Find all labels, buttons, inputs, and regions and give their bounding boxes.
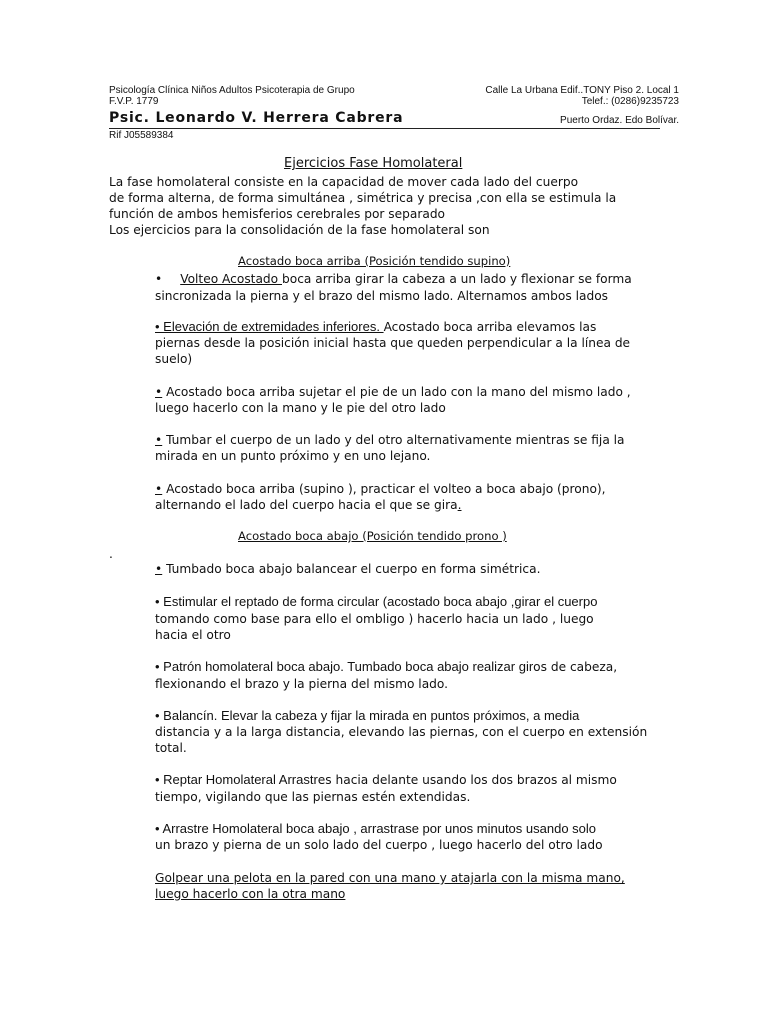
list-item: • Tumbado boca abajo balancear el cuerpo en forma simétrica. [155, 562, 541, 576]
list-item-cont: distancia y a la larga distancia, elevando las piernas, con el cuerpo en extensión [155, 725, 648, 739]
list-item: • Tumbar el cuerpo de un lado y del otro alternativamente mientras se fija la [155, 433, 625, 447]
intro-line: La fase homolateral consiste en la capacidad de mover cada lado del cuerpo [109, 175, 579, 189]
list-item-cont: alternando el lado del cuerpo hacia el que se gira. [155, 498, 462, 512]
list-item: • Arrastre Homolateral boca abajo , arrastrase por unos minutos usando solo [155, 821, 597, 836]
list-item-cont: flexionando el brazo y la pierna del mismo lado. [155, 677, 449, 691]
header-city: Puerto Ordaz. Edo Bolívar. [560, 115, 679, 126]
intro-line: de forma alterna, de forma simultánea , simétrica y precisa ,con ella se estimula la [109, 191, 617, 205]
header-specialty: Psicología Clínica Niños Adultos Psicoterapia de Grupo [109, 85, 355, 96]
list-item-cont: luego hacerlo con la otra mano [155, 887, 346, 901]
bullet: • [155, 385, 163, 399]
list-item: • Reptar Homolateral Arrastres hacia delante usando los dos brazos al mismo [155, 772, 617, 787]
section-title-supine: Acostado boca arriba (Posición tendido supino) [238, 254, 511, 268]
list-item-cont: luego hacerlo con la mano y le pie del otro lado [155, 401, 446, 415]
list-item: • Acostado boca arriba (supino ), practicar el volteo a boca abajo (prono), [155, 482, 606, 496]
list-item-cont: hacia el otro [155, 628, 231, 642]
list-item: • Patrón homolateral boca abajo. Tumbado boca abajo realizar giros de cabeza, [155, 659, 618, 674]
header-phone: Telef.: (0286)9235723 [581, 96, 679, 107]
section-title-prone: Acostado boca abajo (Posición tendido prono ) [238, 529, 507, 543]
page-title: Ejercicios Fase Homolateral [284, 156, 463, 171]
list-item-cont: sincronizada la pierna y el brazo del mismo lado. Alternamos ambos lados [155, 289, 608, 303]
intro-line: Los ejercicios para la consolidación de la fase homolateral son [109, 223, 490, 237]
list-item-cont: total. [155, 741, 187, 755]
header-name: Psic. Leonardo V. Herrera Cabrera [109, 110, 404, 126]
list-item-cont: tiempo, vigilando que las piernas estén extendidas. [155, 790, 471, 804]
bullet: • [155, 272, 163, 286]
bullet: • [155, 562, 163, 576]
exercise-name: Volteo Acostado [180, 272, 282, 286]
list-item: • Volteo Acostado boca arriba girar la cabeza a un lado y flexionar se forma [155, 272, 632, 286]
bullet: • [155, 433, 163, 447]
list-item: • Acostado boca arriba sujetar el pie de un lado con la mano del mismo lado , [155, 385, 631, 399]
header-rule [109, 128, 660, 129]
list-item-cont: tomando como base para ello el ombligo ) hacerlo hacia un lado , luego [155, 612, 594, 626]
intro-line: función de ambos hemisferios cerebrales por separado [109, 207, 446, 221]
header-rif: Rif J05589384 [109, 130, 174, 141]
bullet: • [155, 482, 163, 496]
header-fvp: F.V.P. 1779 [109, 96, 159, 107]
list-item-cont: mirada en un punto próximo y en uno lejano. [155, 449, 431, 463]
list-item: • Estimular el reptado de forma circular (acostado boca abajo ,girar el cuerpo [155, 594, 598, 609]
stray-dot: . [109, 547, 113, 561]
list-item: • Elevación de extremidades inferiores. Acostado boca arriba elevamos las [155, 319, 597, 334]
list-item-cont: suelo) [155, 352, 193, 366]
list-item: • Balancín. Elevar la cabeza y fijar la mirada en puntos próximos, a media [155, 708, 580, 723]
list-item: Golpear una pelota en la pared con una mano y atajarla con la misma mano, [155, 871, 625, 885]
header-address: Calle La Urbana Edif..TONY Piso 2. Local 1 [485, 85, 679, 96]
exercise-name: • Elevación de extremidades inferiores. [155, 319, 384, 334]
list-item-cont: un brazo y pierna de un solo lado del cuerpo , luego hacerlo del otro lado [155, 838, 603, 852]
list-item-cont: piernas desde la posición inicial hasta que queden perpendicular a la línea de [155, 336, 631, 350]
